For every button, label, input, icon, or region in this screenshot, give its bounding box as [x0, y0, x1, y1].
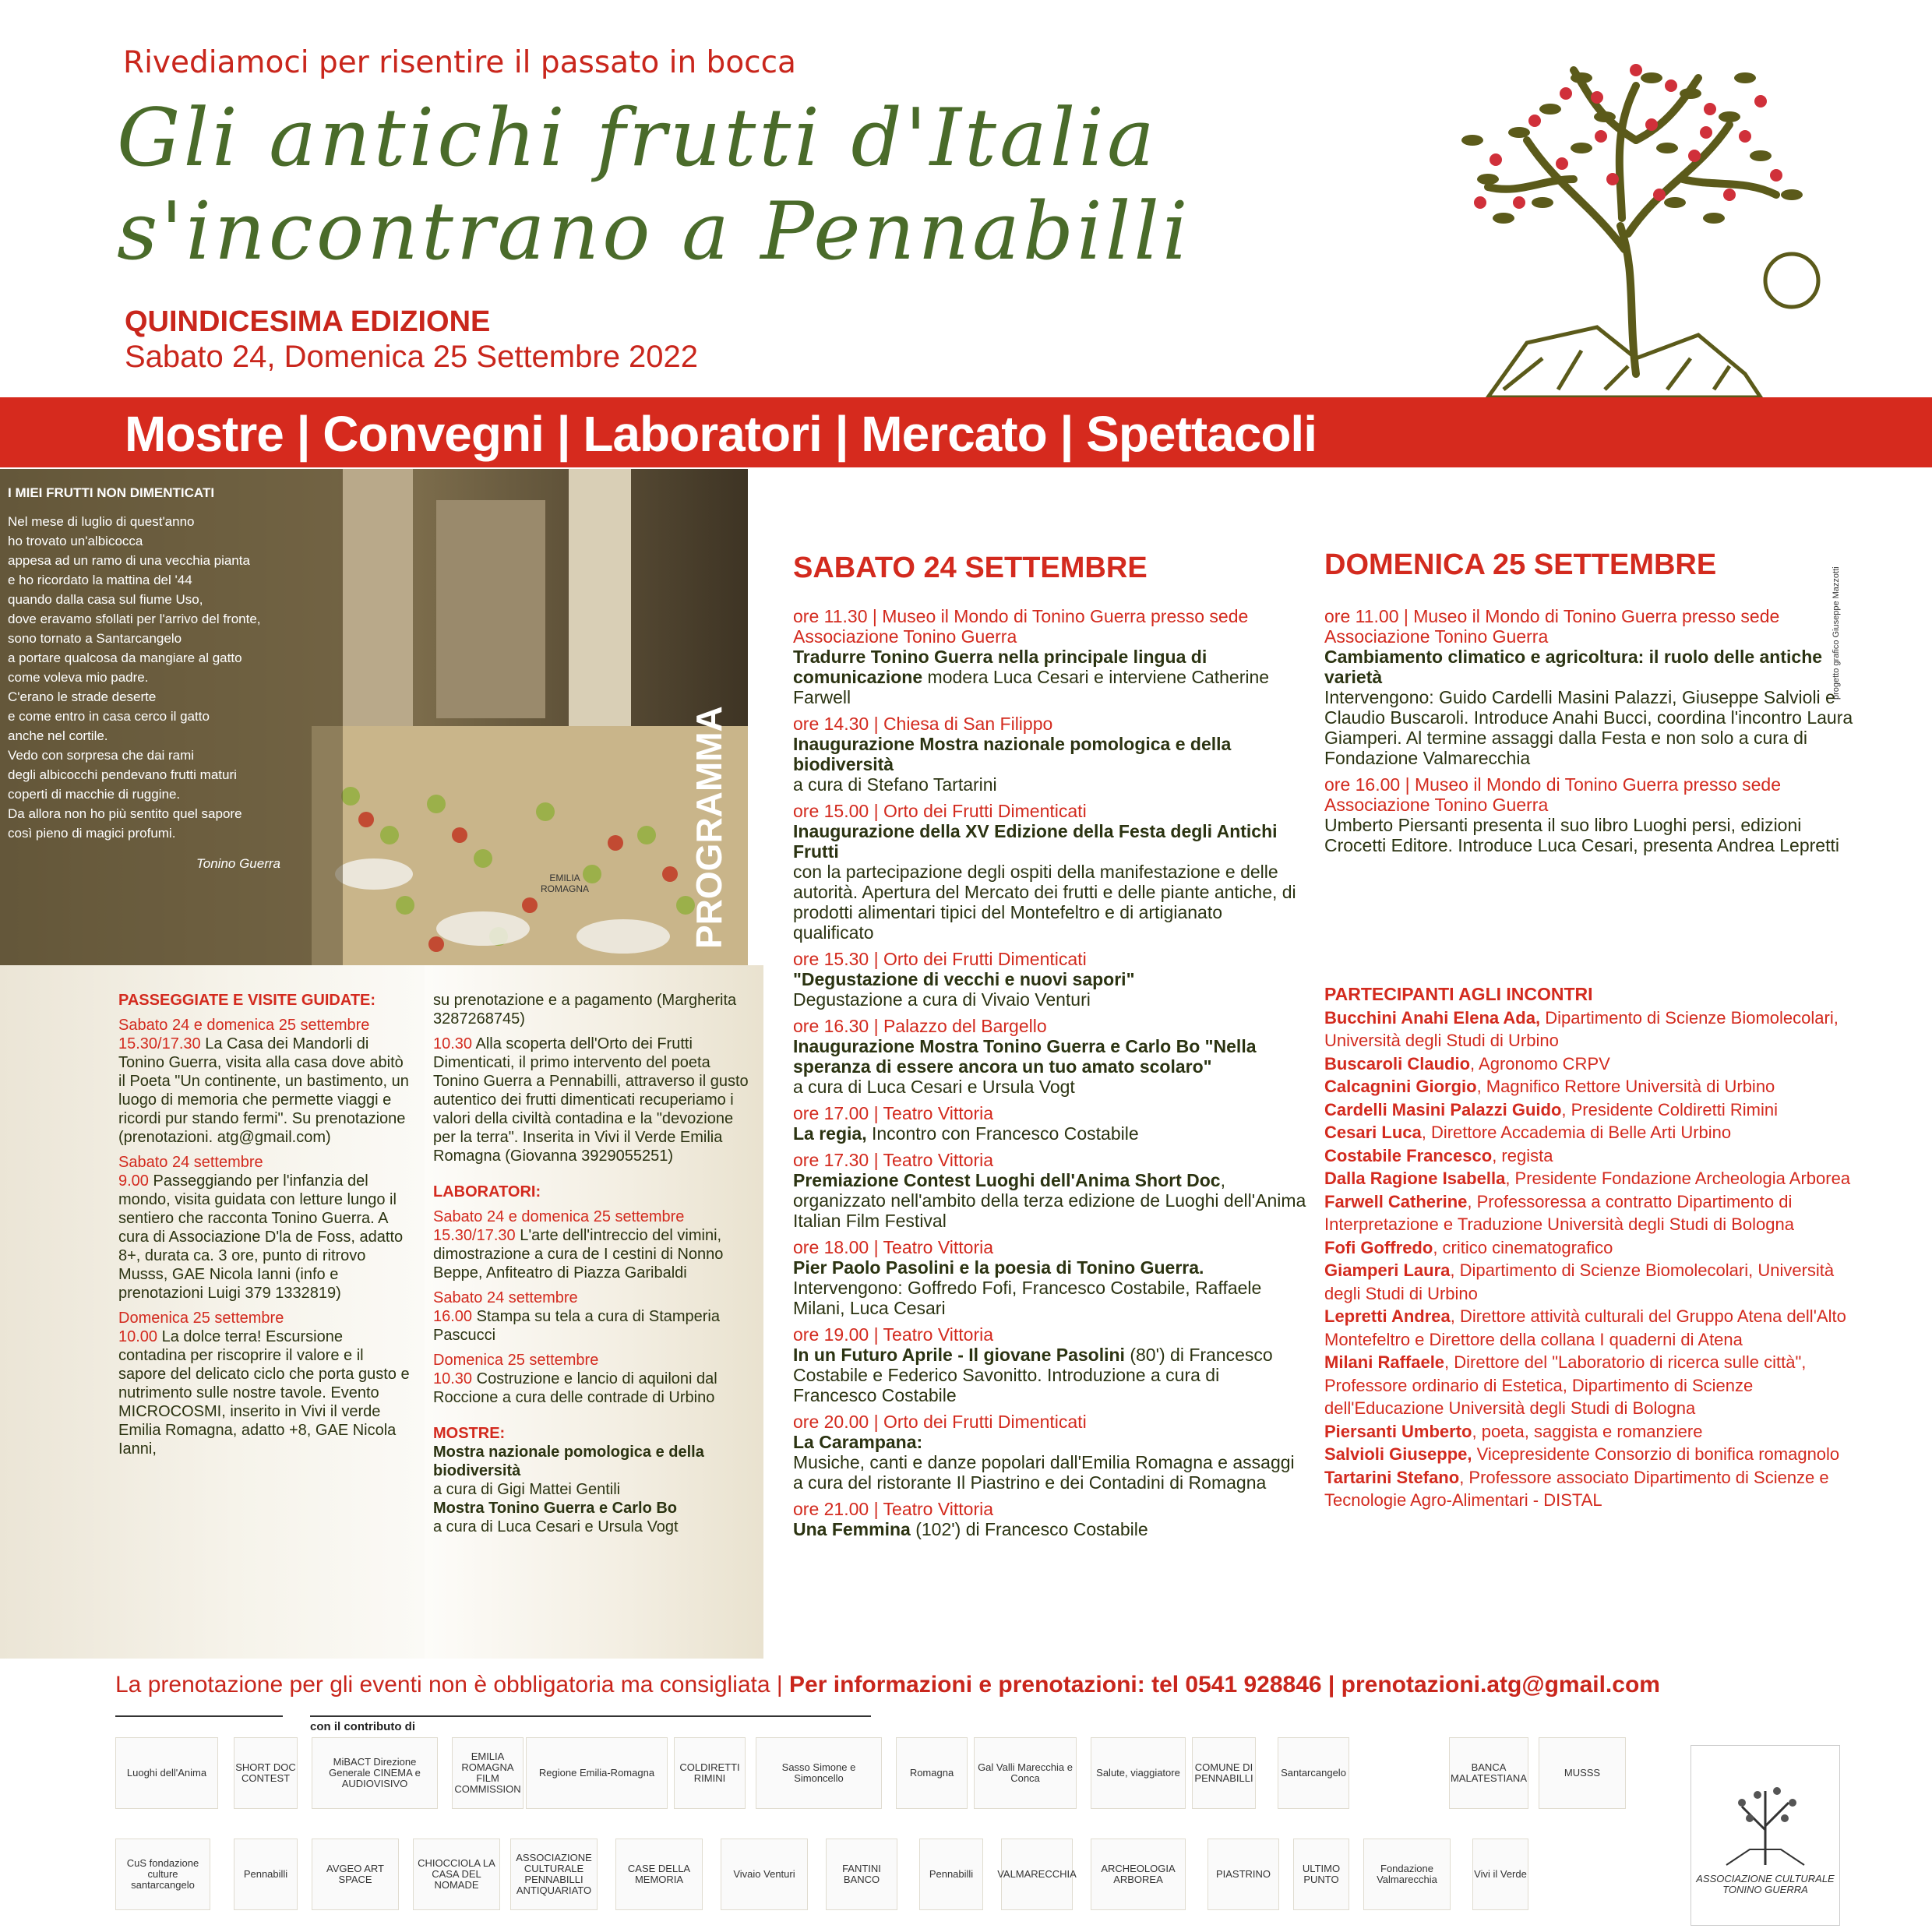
- sponsor-logo: Vivaio Venturi: [721, 1839, 808, 1910]
- participant-name: Lepretti Andrea: [1324, 1306, 1451, 1326]
- association-logo-text: ASSOCIAZIONE CULTURALE TONINO GUERRA: [1696, 1873, 1835, 1895]
- poem-line: sono tornato a Santarcangelo: [8, 631, 182, 646]
- divider: [310, 1715, 871, 1717]
- sponsor-logo: Pennabilli: [234, 1839, 298, 1910]
- poem-line: Da allora non ho più sentito quel sapore: [8, 806, 242, 821]
- participant-name: Piersanti Umberto: [1324, 1421, 1472, 1441]
- event-time-place: ore 15.30 | Orto dei Frutti Dimenticati: [793, 949, 1087, 969]
- participant: [1324, 1351, 1870, 1420]
- activity-text: Stampa su tela a cura di Stamperia Pascucci: [433, 1308, 721, 1344]
- participant-role: , Direttore del "Laboratorio di ricerca sulle città", Professore ordinario di Estetica, Dipartimento di Scienze dell'Educazione Università degli Studi di Bologna: [1324, 1352, 1807, 1418]
- event-time-place: ore 18.00 | Teatro Vittoria: [793, 1237, 994, 1257]
- event-title-line2: s'incontrano a Pennabilli: [117, 185, 1191, 278]
- activity-time: 10.30: [433, 1370, 473, 1387]
- participant: [1324, 1259, 1870, 1305]
- exhibit-text: a cura di Gigi Mattei Gentili: [433, 1481, 621, 1498]
- event-title: La regia,: [793, 1123, 867, 1144]
- event-desc: a cura di Luca Cesari e Ursula Vogt: [793, 1077, 1075, 1097]
- event-title: Inaugurazione della XV Edizione della Festa degli Antichi Frutti: [793, 821, 1278, 862]
- participant: [1324, 1007, 1870, 1052]
- event-desc: , organizzato nell'ambito della terza edizione de Luoghi dell'Anima Italian Film Festival: [793, 1170, 1306, 1231]
- event-desc: (80') di Francesco Costabile e Federico Savonitto. Introduzione a cura di Francesco Costabile: [793, 1345, 1273, 1405]
- event-time-place: ore 20.00 | Orto dei Frutti Dimenticati: [793, 1412, 1087, 1432]
- activity-time: 15.30/17.30: [118, 1035, 201, 1052]
- event-title: Inaugurazione Mostra nazionale pomologica e della biodiversità: [793, 734, 1232, 774]
- event-date: Domenica 25 settembre: [433, 1352, 599, 1369]
- event-desc: modera Luca Cesari e interviene Catherine Farwell: [793, 667, 1270, 707]
- booking-note-text: La prenotazione per gli eventi non è obbligatoria ma consigliata |: [115, 1672, 790, 1698]
- exhibit-title: Mostra nazionale pomologica e della biodiversità: [433, 1444, 704, 1479]
- participant-role: , Professore associato Dipartimento di Scienze e Tecnologie Agro-Alimentari - DISTAL: [1324, 1467, 1829, 1510]
- sponsor-logo: Luoghi dell'Anima: [115, 1737, 218, 1809]
- participant-name: Milani Raffaele: [1324, 1352, 1445, 1372]
- participant-name: Cardelli Masini Palazzi Guido: [1324, 1099, 1562, 1119]
- event-desc: a cura di Stefano Tartarini: [793, 774, 997, 795]
- sponsor-logo: Salute, viaggiatore: [1091, 1737, 1186, 1809]
- event-title-line1: Gli antichi frutti d'Italia: [117, 92, 1158, 185]
- event-title: Inaugurazione Mostra Tonino Guerra e Carlo Bo "Nella speranza di essere ancora un tuo amato scolaro": [793, 1036, 1257, 1077]
- participant: [1324, 1190, 1870, 1236]
- participant-name: Cesari Luca: [1324, 1123, 1422, 1142]
- sponsor-logo: Pennabilli: [919, 1839, 983, 1910]
- schedule-event: [793, 714, 1307, 795]
- guided-walks-column: [118, 991, 411, 1465]
- event-time-place: ore 17.30 | Teatro Vittoria: [793, 1150, 994, 1170]
- poem-line: come voleva mio padre.: [8, 670, 149, 685]
- event-desc: (102') di Francesco Costabile: [910, 1519, 1148, 1539]
- activity-text: L'arte dell'intreccio del vimini, dimostrazione a cura de I cestini di Nonno Beppe, Anfiteatro di Piazza Garibaldi: [433, 1227, 724, 1282]
- participant-role: , Dipartimento di Scienze Biomolecolari, Università degli Studi di Urbino: [1324, 1260, 1835, 1303]
- poem-line: e ho ricordato la mattina del '44: [8, 573, 192, 587]
- sponsor-logo: CASE DELLA MEMORIA: [615, 1839, 703, 1910]
- participant-role: , critico cinematografico: [1433, 1237, 1613, 1257]
- event-title: "Degustazione di vecchi e nuovi sapori": [793, 969, 1135, 989]
- sponsor-logo: ASSOCIAZIONE CULTURALE PENNABILLI ANTIQUARIATO: [510, 1839, 598, 1910]
- activity-text: Costruzione e lancio di aquiloni dal Roccione a cura delle contrade di Urbino: [433, 1370, 717, 1406]
- event-dates: Sabato 24, Domenica 25 Settembre 2022: [125, 340, 699, 374]
- exhibit-title: Mostra Tonino Guerra e Carlo Bo: [433, 1500, 677, 1517]
- participant: [1324, 1443, 1870, 1466]
- event-time-place: ore 19.00 | Teatro Vittoria: [793, 1324, 994, 1345]
- event-title: [117, 92, 1223, 279]
- sponsor-logo: MUSSS: [1539, 1737, 1626, 1809]
- sponsor-logo: ARCHEOLOGIA ARBOREA: [1091, 1839, 1186, 1910]
- participant: [1324, 1075, 1870, 1098]
- sunday-schedule: [1324, 606, 1862, 862]
- participant-role: , Magnifico Rettore Università di Urbino: [1476, 1077, 1775, 1096]
- activity-text: Alla scoperta dell'Orto dei Frutti Dimenticati, il primo intervento del poeta Tonino Guerra a Pennabilli, attraverso il gusto autentico dei frutti dimenticati recuperiamo i valori della civiltà contadina e la "devozione per la terra". Inserita in Vivi il Verde Emilia Romagna (Giovanna 3929055251): [433, 1035, 749, 1165]
- event-date: Sabato 24 settembre: [433, 1289, 578, 1306]
- event-time-place: ore 14.30 | Chiesa di San Filippo: [793, 714, 1053, 734]
- association-logo: [1690, 1745, 1840, 1926]
- activity-text: La Casa dei Mandorli di Tonino Guerra, visita alla casa dove abitò il Poeta "Un continente, un bastimento, un luogo di memoria che permette viaggi e ricordi pur stando fermi". Su prenotazione (prenotazioni. atg@gmail.com): [118, 1035, 409, 1146]
- participant-name: Salvioli Giuseppe,: [1324, 1444, 1472, 1464]
- schedule-event: [793, 1016, 1307, 1097]
- poem-line: anche nel cortile.: [8, 728, 108, 743]
- event-desc: Intervengono: Guido Cardelli Masini Palazzi, Giuseppe Salvioli e Claudio Buscaroli. Introduce Anahi Bucci, coordina l'incontro Laura Giamperi. Al termine assaggi dalla Festa e non solo a cura di Fondazione Valmarecchia: [1324, 687, 1853, 768]
- sponsor-logo: MiBACT Direzione Generale CINEMA e AUDIOVISIVO: [312, 1737, 438, 1809]
- event-desc: Umberto Piersanti presenta il suo libro Luoghi persi, edizioni Crocetti Editore. Introduce Luca Cesari, presenta Andrea Lepretti: [1324, 815, 1839, 855]
- participant-name: Tartarini Stefano: [1324, 1467, 1460, 1487]
- poem-line: C'erano le strade deserte: [8, 689, 157, 704]
- section-heading: LABORATORI:: [433, 1183, 541, 1200]
- programma-text: PROGRAMMA: [689, 706, 729, 949]
- participant-name: Giamperi Laura: [1324, 1260, 1451, 1280]
- tree-sketch-icon: [1711, 1775, 1820, 1869]
- participant-name: Calcagnini Giorgio: [1324, 1077, 1477, 1096]
- activity: [433, 1370, 756, 1407]
- poem-line: a portare qualcosa da mangiare al gatto: [8, 650, 242, 665]
- activity-text: Passeggiando per l'infanzia del mondo, visita guidata con letture lungo il sentiero che racconta Tonino Guerra. A cura di Associazione D'la de Foss, adatto 8+, durata ca. 3 ore, punto di ritrovo Musss, GAE Nicola Ianni (info e prenotazioni Luigi 379 1332819): [118, 1172, 404, 1302]
- participants-list: [1324, 983, 1870, 1512]
- poem-line: Nel mese di luglio di quest'anno: [8, 514, 195, 529]
- activity-time: 10.00: [118, 1328, 158, 1345]
- poem-line: quando dalla casa sul fiume Uso,: [8, 592, 203, 607]
- activity: [118, 1327, 411, 1458]
- participant-role: , Direttore Accademia di Belle Arti Urbino: [1421, 1123, 1732, 1142]
- participant-name: Dalla Ragione Isabella: [1324, 1169, 1506, 1188]
- event-desc: Intervengono: Goffredo Fofi, Francesco Costabile, Raffaele Milani, Luca Cesari: [793, 1278, 1262, 1318]
- poem-line: e come entro in casa cerco il gatto: [8, 709, 210, 724]
- schedule-event: [793, 1150, 1307, 1231]
- section-heading: PASSEGGIATE E VISITE GUIDATE:: [118, 992, 376, 1009]
- participant-name: Bucchini Anahi Elena Ada,: [1324, 1007, 1541, 1028]
- participant: [1324, 1167, 1870, 1190]
- event-time-place: ore 16.00 | Museo il Mondo di Tonino Guerra presso sede Associazione Tonino Guerra: [1324, 774, 1782, 815]
- participant: [1324, 1144, 1870, 1168]
- divider: [115, 1715, 283, 1717]
- activity: [118, 1035, 411, 1147]
- schedule-event: [1324, 606, 1862, 768]
- event-title: Pier Paolo Pasolini e la poesia di Tonino Guerra.: [793, 1257, 1204, 1278]
- poem-line: Vedo con sorpresa che dai rami: [8, 748, 195, 763]
- participant-role: , Presidente Fondazione Archeologia Arborea: [1505, 1169, 1851, 1188]
- event-date: Sabato 24 e domenica 25 settembre: [433, 1208, 685, 1225]
- activity-time: 15.30/17.30: [433, 1227, 516, 1244]
- sponsor-logo: Sasso Simone e Simoncello: [756, 1737, 882, 1809]
- activity: [433, 1035, 756, 1165]
- participant: [1324, 1052, 1870, 1076]
- sponsor-logo: Romagna: [896, 1737, 968, 1809]
- event-time-place: ore 17.00 | Teatro Vittoria: [793, 1103, 994, 1123]
- sunday-heading: DOMENICA 25 SETTEMBRE: [1324, 548, 1717, 581]
- activity-time: 16.00: [433, 1308, 473, 1325]
- event-time-place: ore 11.30 | Museo il Mondo di Tonino Guerra presso sede Associazione Tonino Guerra: [793, 606, 1249, 647]
- schedule-event: [793, 606, 1307, 707]
- poem-line: ho trovato un'albicocca: [8, 534, 143, 548]
- participants-heading: PARTECIPANTI AGLI INCONTRI: [1324, 984, 1593, 1004]
- participant: [1324, 1236, 1870, 1260]
- participant-role: , regista: [1492, 1145, 1553, 1165]
- participant-name: Costabile Francesco: [1324, 1145, 1493, 1165]
- event-title: Una Femmina: [793, 1519, 911, 1539]
- event-date: Sabato 24 settembre: [118, 1154, 263, 1171]
- sponsor-logo: FANTINI BANCO: [826, 1839, 897, 1910]
- activity-time: 10.30: [433, 1035, 473, 1052]
- sponsor-logo: AVGEO ART SPACE: [312, 1839, 399, 1910]
- event-time-place: ore 16.30 | Palazzo del Bargello: [793, 1016, 1047, 1036]
- schedule-event: [793, 801, 1307, 943]
- participant: [1324, 1466, 1870, 1512]
- poem-line: appesa ad un ramo di una vecchia pianta: [8, 553, 250, 568]
- design-credit-text: progetto grafico Giuseppe Mazzotti: [1832, 566, 1841, 700]
- schedule-event: [793, 1237, 1307, 1318]
- event-title: Tradurre Tonino Guerra nella principale lingua di comunicazione: [793, 647, 1208, 687]
- participant-role: , Presidente Coldiretti Rimini: [1561, 1099, 1778, 1119]
- event-time-place: ore 11.00 | Museo il Mondo di Tonino Guerra presso sede Associazione Tonino Guerra: [1324, 606, 1780, 647]
- sponsor-logo: VALMARECCHIA: [1001, 1839, 1073, 1910]
- exhibit-text: a cura di Luca Cesari e Ursula Vogt: [433, 1518, 679, 1535]
- participant: [1324, 1121, 1870, 1144]
- sponsor-logo: ULTIMO PUNTO: [1293, 1839, 1349, 1910]
- participant-role: , Agronomo CRPV: [1470, 1053, 1610, 1074]
- apple-tree-icon: [1402, 47, 1854, 405]
- saturday-heading: SABATO 24 SETTEMBRE: [793, 552, 1148, 584]
- participant: [1324, 1305, 1870, 1351]
- sponsor-logo: Gal Valli Marecchia e Conca: [974, 1737, 1077, 1809]
- participant-name: Buscaroli Claudio: [1324, 1053, 1471, 1074]
- event-time-place: ore 15.00 | Orto dei Frutti Dimenticati: [793, 801, 1087, 821]
- poem-line: degli albicocchi pendevano frutti maturi: [8, 767, 237, 782]
- schedule-event: [793, 1499, 1307, 1539]
- participant-role: , poeta, saggista e romanziere: [1472, 1421, 1703, 1441]
- sponsor-logo: BANCA MALATESTIANA: [1449, 1737, 1528, 1809]
- sponsor-logo: Vivi il Verde: [1472, 1839, 1528, 1910]
- edition-label: QUINDICESIMA EDIZIONE: [125, 305, 491, 338]
- sponsor-logo: EMILIA ROMAGNA FILM COMMISSION: [452, 1737, 524, 1809]
- schedule-event: [793, 1103, 1307, 1144]
- activity: [118, 1172, 411, 1303]
- schedule-event: [793, 1324, 1307, 1405]
- event-desc: Musiche, canti e danze popolari dall'Emilia Romagna e assaggi a cura del ristorante Il Piastrino e dei Contadini di Romagna: [793, 1452, 1295, 1493]
- event-date: Domenica 25 settembre: [118, 1310, 284, 1327]
- design-credit: [1823, 545, 1846, 701]
- event-desc: Incontro con Francesco Costabile: [866, 1123, 1139, 1144]
- schedule-event: [793, 1412, 1307, 1493]
- sponsor-logo: PIASTRINO: [1208, 1839, 1279, 1910]
- participant: [1324, 1098, 1870, 1122]
- poem-line: coperti di macchie di ruggine.: [8, 787, 181, 802]
- programma-label: [686, 654, 732, 950]
- activity-time: 9.00: [118, 1172, 149, 1190]
- event-title: La Carampana:: [793, 1432, 923, 1452]
- event-title: Premiazione Contest Luoghi dell'Anima Short Doc: [793, 1170, 1221, 1190]
- contact-info: Per informazioni e prenotazioni: tel 0541 928846 | prenotazioni.atg@gmail.com: [789, 1672, 1660, 1698]
- sponsor-logo: CHIOCCIOLA LA CASA DEL NOMADE: [413, 1839, 500, 1910]
- event-date: Sabato 24 e domenica 25 settembre: [118, 1017, 370, 1034]
- sponsor-logo: SHORT DOC CONTEST: [234, 1737, 298, 1809]
- schedule-event: [1324, 774, 1862, 855]
- booking-note: [115, 1672, 1660, 1698]
- sponsor-logo: COMUNE DI PENNABILLI: [1192, 1737, 1256, 1809]
- participant-name: Fofi Goffredo: [1324, 1237, 1433, 1257]
- tagline: Rivediamoci per risentire il passato in bocca: [123, 45, 796, 80]
- poem-title: I MIEI FRUTTI NON DIMENTICATI: [8, 485, 215, 500]
- poem-author: Tonino Guerra: [196, 856, 280, 871]
- activity: [433, 1307, 756, 1345]
- participant-name: Farwell Catherine: [1324, 1191, 1468, 1211]
- sponsor-logo: Fondazione Valmarecchia: [1363, 1839, 1451, 1910]
- labs-column: [433, 991, 756, 1536]
- poem: [8, 483, 343, 873]
- event-desc: Degustazione a cura di Vivaio Venturi: [793, 989, 1091, 1010]
- sponsor-logo: COLDIRETTI RIMINI: [674, 1737, 746, 1809]
- sponsor-logo: CuS fondazione culture santarcangelo: [115, 1839, 210, 1910]
- event-title: In un Futuro Aprile - Il giovane Pasolini: [793, 1345, 1125, 1365]
- event-time-place: ore 21.00 | Teatro Vittoria: [793, 1499, 994, 1519]
- participant-role: , Professoressa a contratto Dipartimento di Interpretazione e Traduzione Università degli Studi di Bologna: [1324, 1191, 1794, 1234]
- sponsor-logo: Regione Emilia-Romagna: [526, 1737, 668, 1809]
- photo-label: EMILIA ROMAGNA: [540, 873, 589, 894]
- sponsor-logo: Santarcangelo: [1278, 1737, 1349, 1809]
- participant: [1324, 1420, 1870, 1444]
- participant-role: , Direttore attività culturali del Gruppo Atena dell'Alto Montefeltro e Direttore della collana I quaderni di Atena: [1324, 1306, 1846, 1349]
- contribution-label: con il contributo di: [310, 1720, 415, 1733]
- poem-line: dove eravamo sfollati per l'arrivo del fronte,: [8, 612, 261, 626]
- saturday-schedule: [793, 606, 1307, 1546]
- poem-line: così pieno di magici profumi.: [8, 826, 176, 841]
- activity-text: su prenotazione e a pagamento (Margherita 3287268745): [433, 992, 737, 1028]
- event-title: Cambiamento climatico e agricoltura: il ruolo delle antiche varietà: [1324, 647, 1823, 687]
- activity: [433, 1226, 756, 1282]
- event-desc: con la partecipazione degli ospiti della manifestazione e delle autorità. Apertura del Mercato dei frutti e delle piante antiche, di prodotti alimentari tipici del Montefeltro e di artigianato qualificato: [793, 862, 1296, 943]
- schedule-event: [793, 949, 1307, 1010]
- section-heading: MOSTRE:: [433, 1425, 506, 1442]
- category-band-text: Mostre | Convegni | Laboratori | Mercato | Spettacoli: [125, 406, 1317, 462]
- activity-text: La dolce terra! Escursione contadina per riscoprire il valore e il sapore del delicato ciclo che porta gusto e nutrimento sulle nostre tavole. Evento MICROCOSMI, inserito in Vivi il verde Emilia Romagna, adatto +8, GAE Nicola Ianni,: [118, 1328, 410, 1458]
- participant-role: Dipartimento di Scienze Biomolecolari, Università degli Studi di Urbino: [1324, 1007, 1839, 1050]
- participant-role: Vicepresidente Consorzio di bonifica romagnolo: [1472, 1444, 1840, 1464]
